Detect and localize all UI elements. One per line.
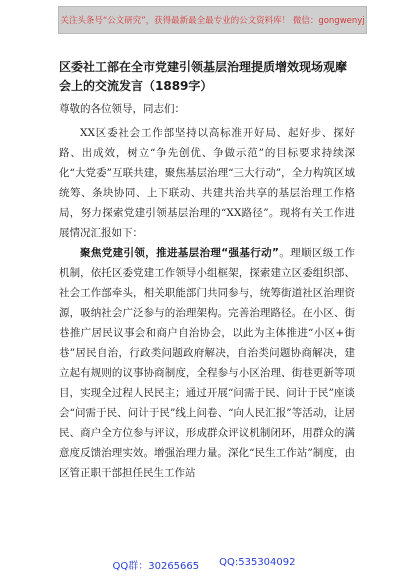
document-title: 区委社工部在全市党建引领基层治理提质增效现场观摩会上的交流发言（1889字） — [59, 60, 348, 93]
greeting: 尊敬的各位领导，同志们： — [59, 103, 185, 115]
qq-text: QQ:535304092 — [219, 557, 296, 568]
paragraph-section1 — [59, 243, 355, 483]
footer-contact — [0, 557, 408, 572]
paragraph-intro: XX区委社会工作部坚持以高标准开好局、起好步、探好路、出成效，树立“争先创优、争做示范”的目标要求持续深化“大党委”互联共建，聚焦基层治理“三大行动”，全力构筑区域统筹、条块协同、上下联动、共建共治共享的基层治理工作格局，努力探索党建引领基层治理的“XX路径”。现将有关工作进展情况汇报如下： — [59, 127, 355, 239]
qq-group-text: QQ群：30265665 — [112, 561, 200, 572]
document-body — [59, 58, 355, 483]
section-heading: 聚焦党建引领，推进基层治理“强基行动” — [80, 247, 279, 259]
promo-banner: 关注头条号“公文研究”，获得最新最全最专业的公文资料库！ 微信：gongwenyj — [58, 6, 367, 34]
section-body: 。理顺区级工作机制，依托区委党建工作领导小组框架，探索建立区委组织部、社会工作部牵头，相关职能部门共同参与，统筹街道社区治理资源，吸纳社会广泛参与的治理架构。完善治理路径。在小区、街巷推广居民议事会和商户自治协会，以此为主体推进“小区+街巷”居民自治，行政类问题政府解决，自治类问题协商解决，建立起有规则的议事协商制度，全程参与小区治理、街巷更新等项目，实现全过程人民民主；通过开展“问需于民、问计于民”座谈会“问需于民、问计于民”线上问卷、“向人民汇报”等活动，让居民、商户全方位参与评议，形成群众评议机制闭环，用群众的满意度反馈治理实效。增强治理力量。深化“民生工作站”制度，由区管正职干部担任民生工作站 — [59, 247, 355, 479]
